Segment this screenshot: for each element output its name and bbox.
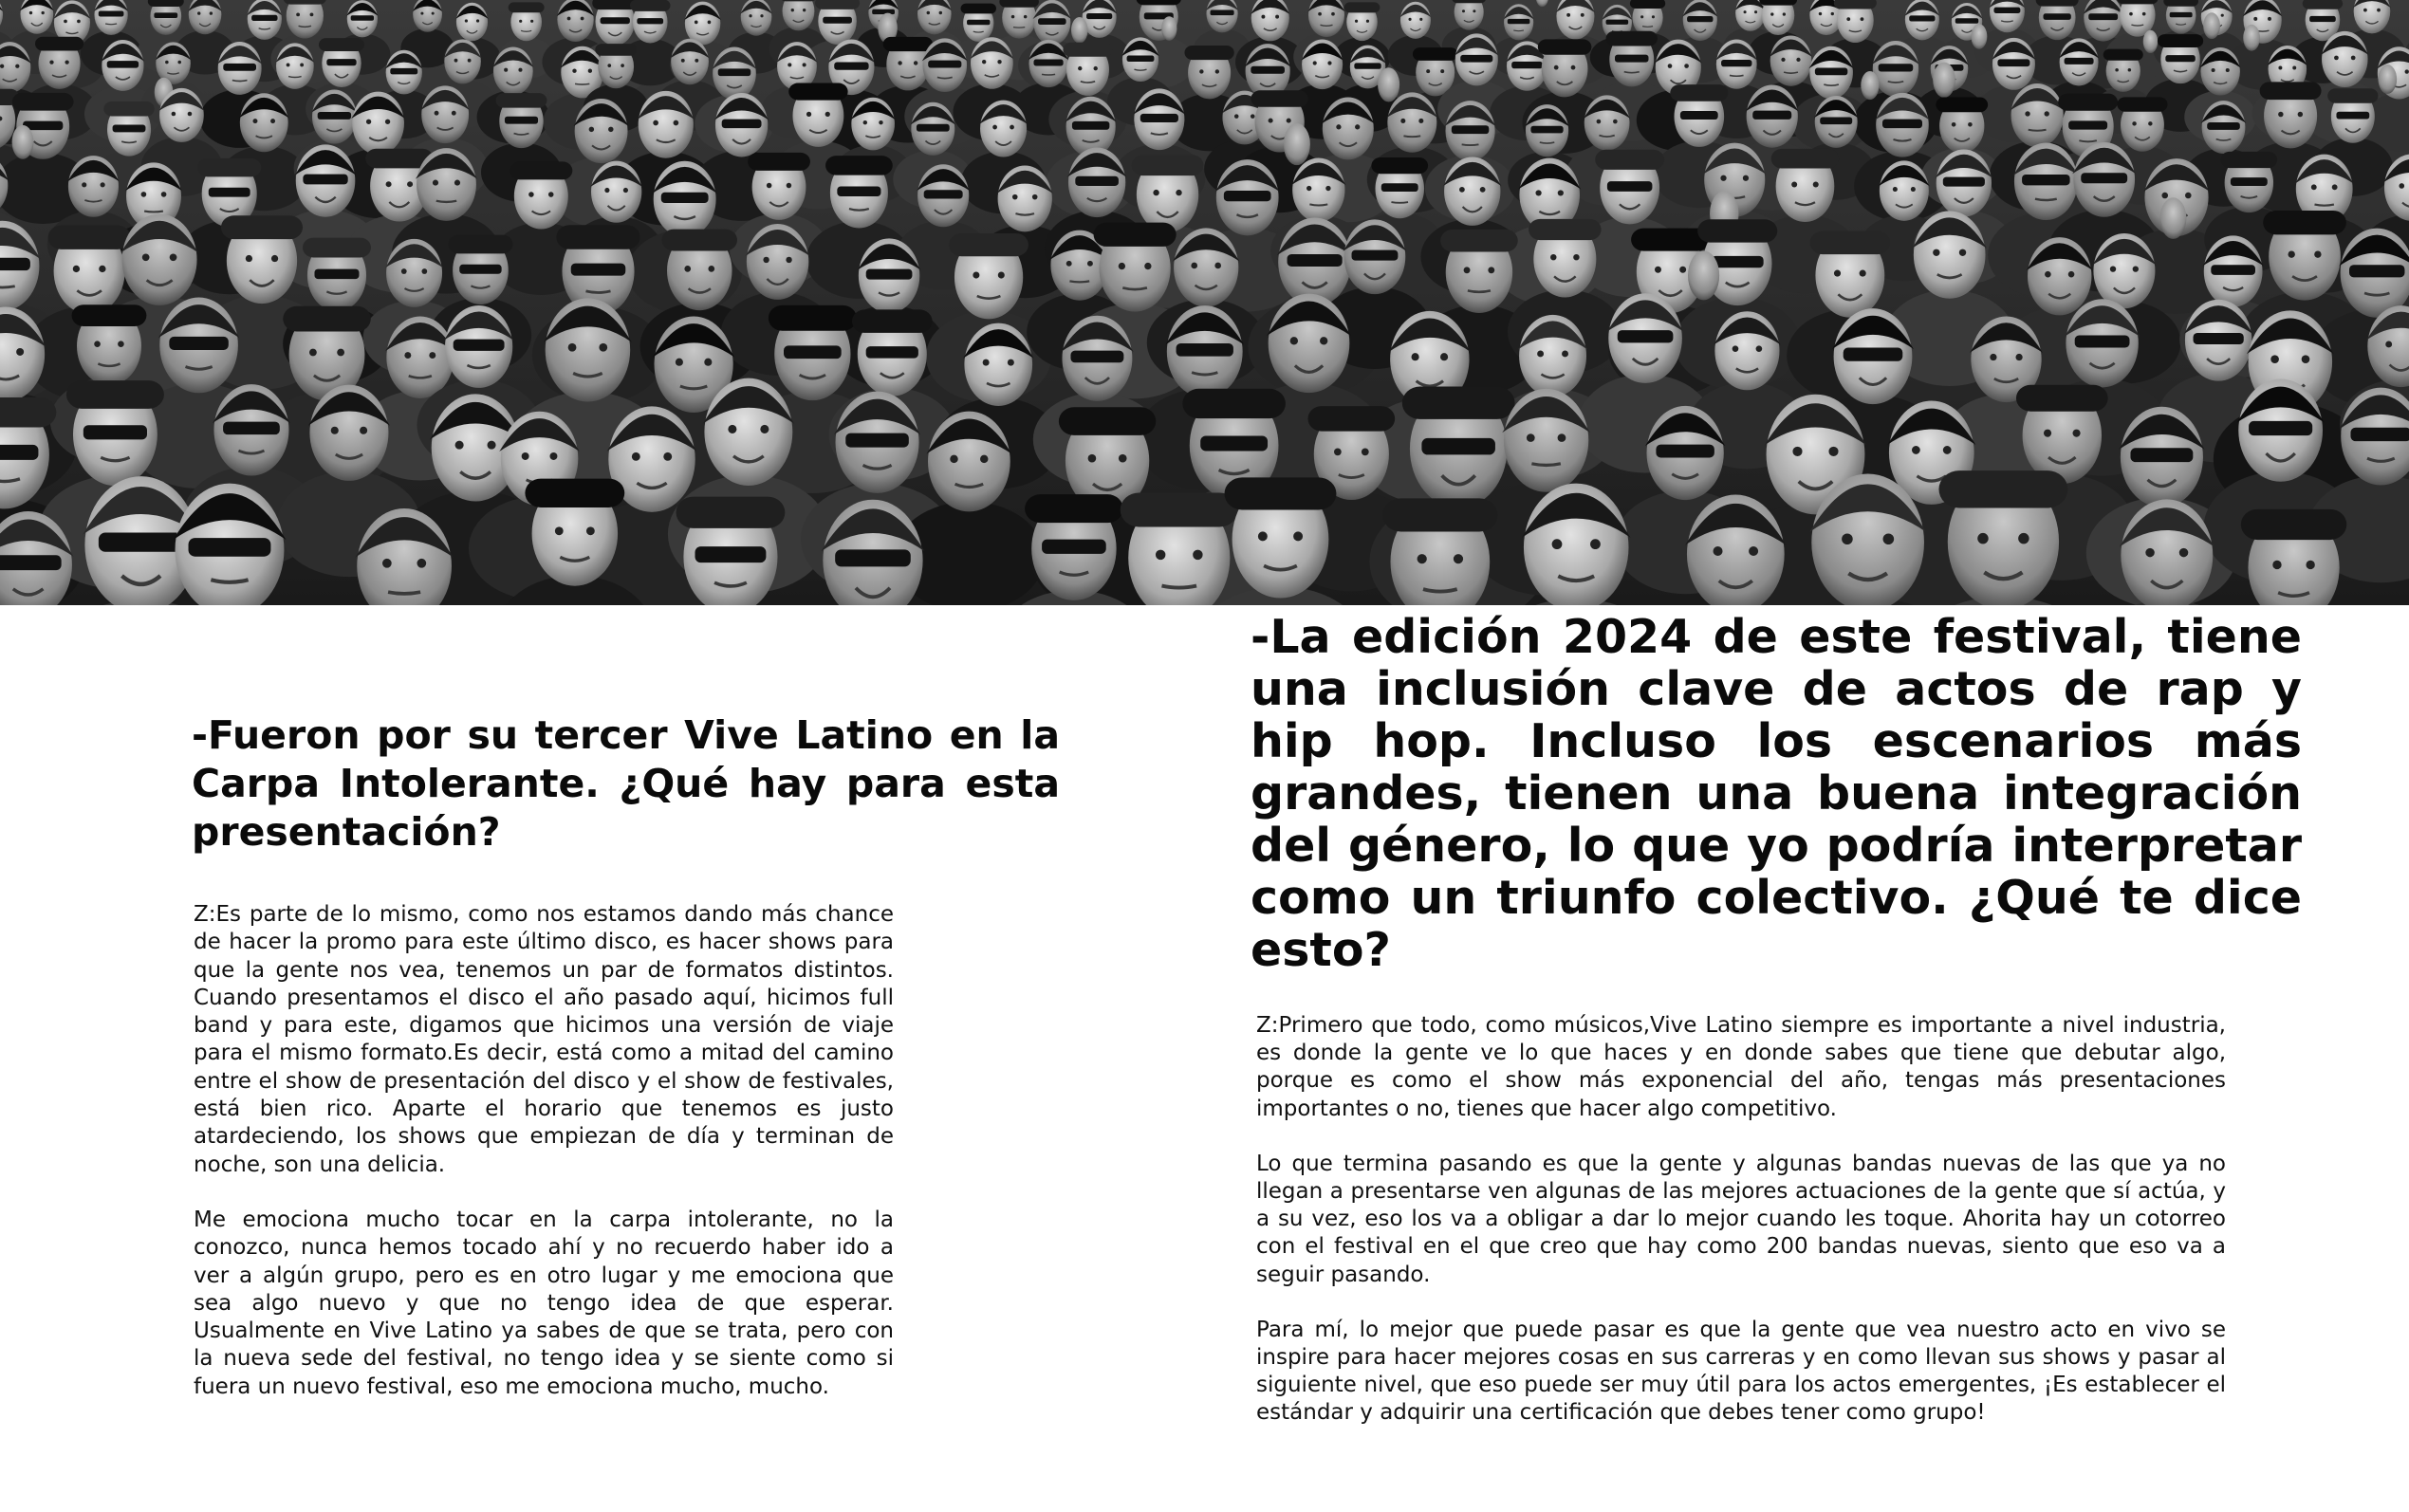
crowd-photo [0, 0, 2409, 605]
interview-answer-2 [1256, 1012, 2226, 1455]
interview-question-2: -La edición 2024 de este festival, tiene una inclusión clave de actos de rap y hip hop. Incluso los escenarios más grandes, tienen una buena integración del género, lo que yo podría interpretar como un triunfo colectivo. ¿Qué te dice esto? [1251, 610, 2302, 977]
answer-1-paragraph: Me emociona mucho tocar en la carpa intolerante, no la conozco, nunca hemos tocado ahí y no recuerdo haber ido a ver a algún grupo, pero es en otro lugar y me emociona que sea algo nuevo y que no tengo idea de que esperar. Usualmente en Vive Latino ya sabes de que se trata, pero con la nueva sede del festival, no tengo idea y se siente como si fuera un nuevo festival, eso me emociona mucho, mucho. [194, 1207, 894, 1399]
answer-2-paragraph: Z:Primero que todo, como músicos,Vive Latino siempre es importante a nivel industria, es donde la gente ve lo que haces y en donde sabes que tiene que debutar algo, porque es como el show más exponencial del año, tengas más presentaciones importantes o no, tienes que hacer algo competitivo. [1256, 1013, 2226, 1121]
answer-2-paragraph: Para mí, lo mejor que puede pasar es que la gente que vea nuestro acto en vivo se inspire para hacer mejores cosas en sus carreras y en como llevan sus shows y pasar al siguiente nivel, que eso puede ser muy útil para los actos emergentes, ¡Es establecer el estándar y adquirir una certificación que debes tener como grupo! [1256, 1317, 2226, 1426]
answer-1-paragraph: Z:Es parte de lo mismo, como nos estamos dando más chance de hacer la promo para este último disco, es hacer shows para que la gente nos vea, tenemos un par de formatos distintos. Cuando presentamos el disco el año pasado aquí, hicimos full band y para este, digamos que hicimos una versión de viaje para el mismo formato.Es decir, está como a mitad del camino entre el show de presentación del disco y el show de festivales, está bien rico. Aparte el horario que tenemos es justo atardeciendo, los shows que empiezan de día y terminan de noche, son una delicia. [194, 902, 894, 1177]
answer-2-paragraph: Lo que termina pasando es que la gente y algunas bandas nuevas de las que ya no llegan a presentarse ven algunas de las mejores actuaciones de la gente que sí actúa, y a su vez, eso los va a obligar a dar lo mejor cuando les toque. Ahorita hay un cotorreo con el festival en el que creo que hay como 200 bandas nuevas, siento que eso va a seguir pasando. [1256, 1151, 2226, 1287]
interview-question-1: -Fueron por su tercer Vive Latino en la Carpa Intolerante. ¿Qué hay para esta presentación? [192, 712, 1060, 855]
crowd-photo-illustration [0, 0, 2409, 605]
interview-answer-1 [194, 901, 894, 1429]
